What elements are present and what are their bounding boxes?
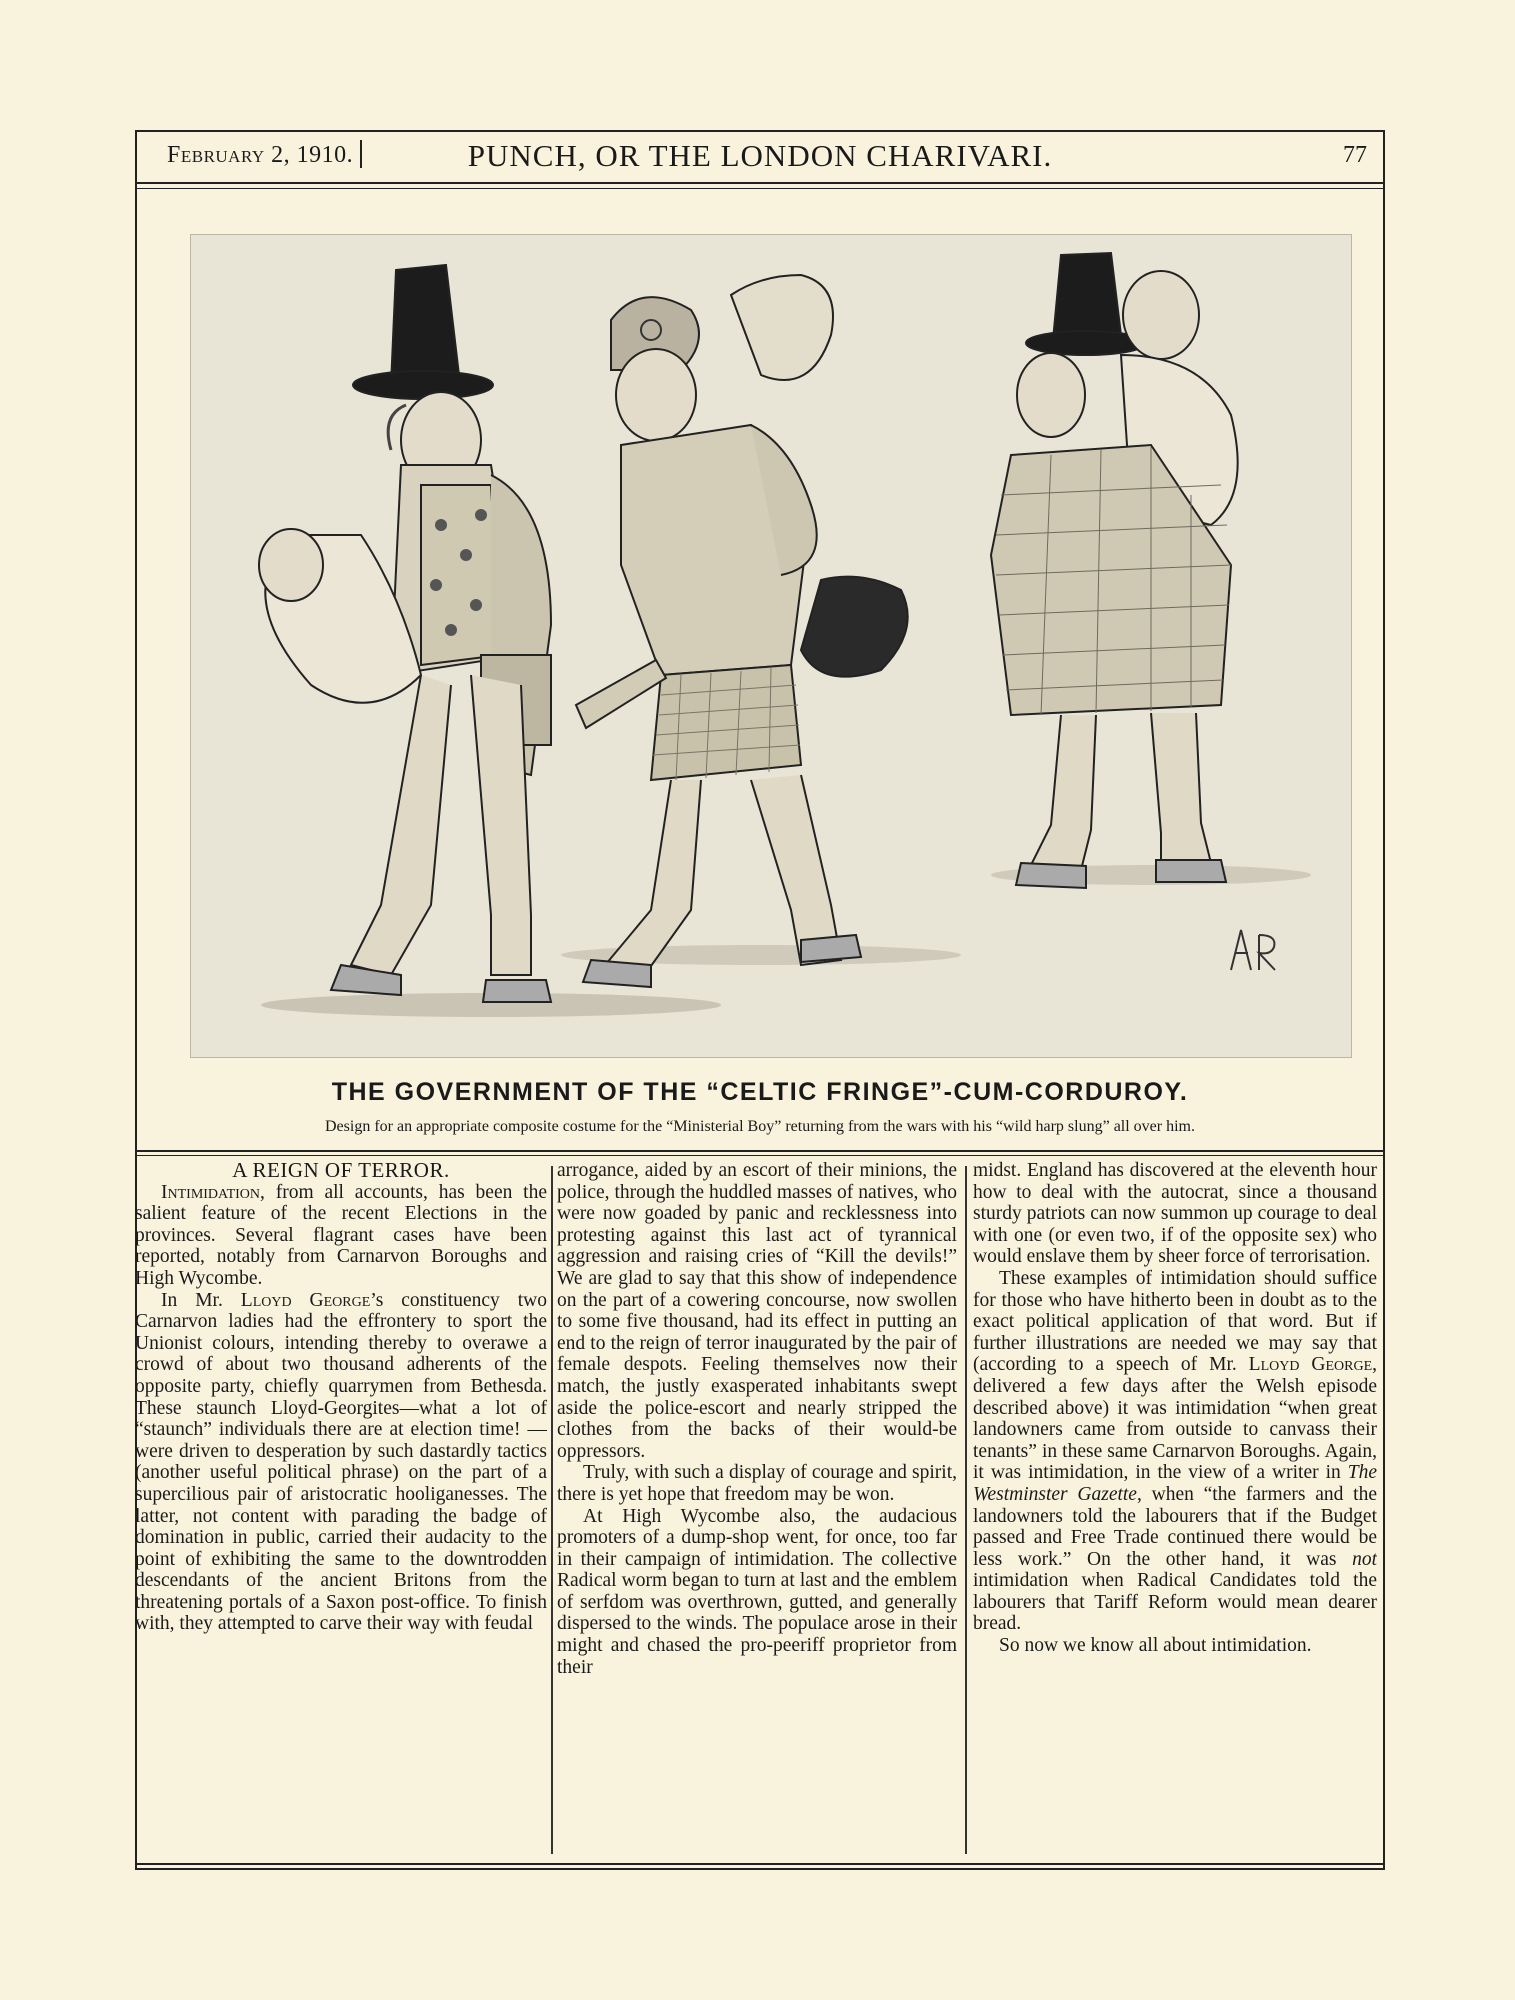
article-paragraph: midst. England has discovered at the eleventh hour how to deal with the autocrat, since a thousand sturdy patriots can now summon up courage to deal with one (or even two, if of the opposite sex) who would enslave them by sheer force of terrorisation. <box>973 1160 1377 1268</box>
article-column-2 <box>557 1160 957 1856</box>
emphasis-not: not <box>1352 1548 1377 1570</box>
column-divider-1 <box>551 1166 553 1854</box>
article-paragraph: Intimidation, from all accounts, has been the salient feature of the recent Elections in the provinces. Several flagrant cases have been reported, notably from Carnarvon Boroughs and High Wycombe. <box>135 1181 547 1289</box>
person-name: Lloyd George <box>1248 1354 1373 1376</box>
article-columns <box>135 1160 1385 1860</box>
lead-word: Intimidation, <box>161 1181 265 1203</box>
newspaper-name: The Westminster Gazette <box>973 1462 1377 1505</box>
cartoon-drawing <box>191 235 1351 1057</box>
caption-rule-2 <box>135 1155 1385 1156</box>
article-heading: A REIGN OF TERROR. <box>232 1160 450 1182</box>
running-header <box>135 130 1385 182</box>
cartoon-illustration <box>190 234 1352 1058</box>
cartoon-subtitle: Design for an appropriate composite costume for the “Ministerial Boy” returning from the wars with his “wild harp slung” all over him. <box>325 1118 1195 1135</box>
article-paragraph: So now we know all about intimidation. <box>999 1635 1312 1657</box>
caption-rule-1 <box>135 1150 1385 1152</box>
column-divider-2 <box>965 1166 967 1854</box>
magazine-page <box>135 130 1385 1870</box>
article-paragraph: At High Wycombe also, the audacious promoters of a dump-shop went, for once, too far in their campaign of intimidation. The collective Radical worm began to turn at last and the emblem of serfdom was overthrown, gutted, and generally dispersed to the winds. The populace arose in their might and chased the pro-peeriff proprietor from their <box>557 1505 957 1678</box>
header-page-number: 77 <box>1343 142 1367 168</box>
person-name: Lloyd George <box>240 1289 371 1311</box>
header-date: February 2, 1910. <box>167 142 354 168</box>
top-rule <box>135 130 1385 132</box>
cartoon-title: THE GOVERNMENT OF THE “CELTIC FRINGE”-CUM-CORDUROY. <box>331 1078 1189 1106</box>
article-paragraph: Truly, with such a display of courage and spirit, there is yet hope that freedom may be won. <box>557 1462 957 1505</box>
header-rule-1 <box>135 182 1385 184</box>
bottom-rule-1 <box>135 1863 1385 1865</box>
article-paragraph: arrogance, aided by an escort of their minions, the police, through the huddled masses of natives, who were now goaded by panic and recklessness into protesting against this last act of tyrannical aggression and raising cries of “Kill the devils!” We are glad to say that this show of independence on the part of a cowering concourse, now swollen to some five thousand, had its effect in putting an end to the reign of terror inaugurated by the pair of female despots. Feeling themselves now their match, the justly exasperated inhabitants swept aside the police-escort and nearly stripped the clothes from the backs of their would-be oppressors. <box>557 1160 957 1462</box>
article-paragraph: These examples of intimidation should suffice for those who have hitherto been in doubt as to the exact political application of that word. But if further illustrations are needed we may say that (according to a speech of Mr. Lloyd George, delivered a few days after the Welsh episode described above) it was intimidation “when great landowners came from outside to canvass their tenants” in these same Carnarvon Boroughs. Again, it was intimidation, in the view of a writer in The Westminster Gazette, when “the farmers and the landowners told the labourers that if the Budget passed and Free Trade continued there would be less work.” On the other hand, it was not intimidation when Radical Candidates told the labourers that Tariff Reform would mean dearer bread. <box>973 1267 1377 1635</box>
header-title: PUNCH, OR THE LONDON CHARIVARI. <box>467 138 1053 173</box>
article-column-3 <box>973 1160 1377 1856</box>
article-column-1 <box>135 1160 547 1856</box>
bottom-rule-2 <box>135 1868 1385 1870</box>
article-paragraph: In Mr. Lloyd George’s constituency two Carnarvon ladies had the effrontery to sport the Unionist colours, intending thereby to overawe a crowd of about two thousand adherents of the opposite party, chiefly quarrymen from Bethesda. These staunch Lloyd-Georgites—what a lot of “staunch” individuals there are at election time! — were driven to desperation by such dastardly tactics (another useful political phrase) on the part of a supercilious pair of aristocratic hooliganesses. The latter, not content with parading the badge of domination in public, carried their audacity to the point of exhibiting the same to the downtrodden descendants of the ancient Britons from the threatening portals of a Saxon post-office. To finish with, they attempted to carve their way with feudal <box>135 1289 547 1635</box>
header-rule-2 <box>135 188 1385 189</box>
